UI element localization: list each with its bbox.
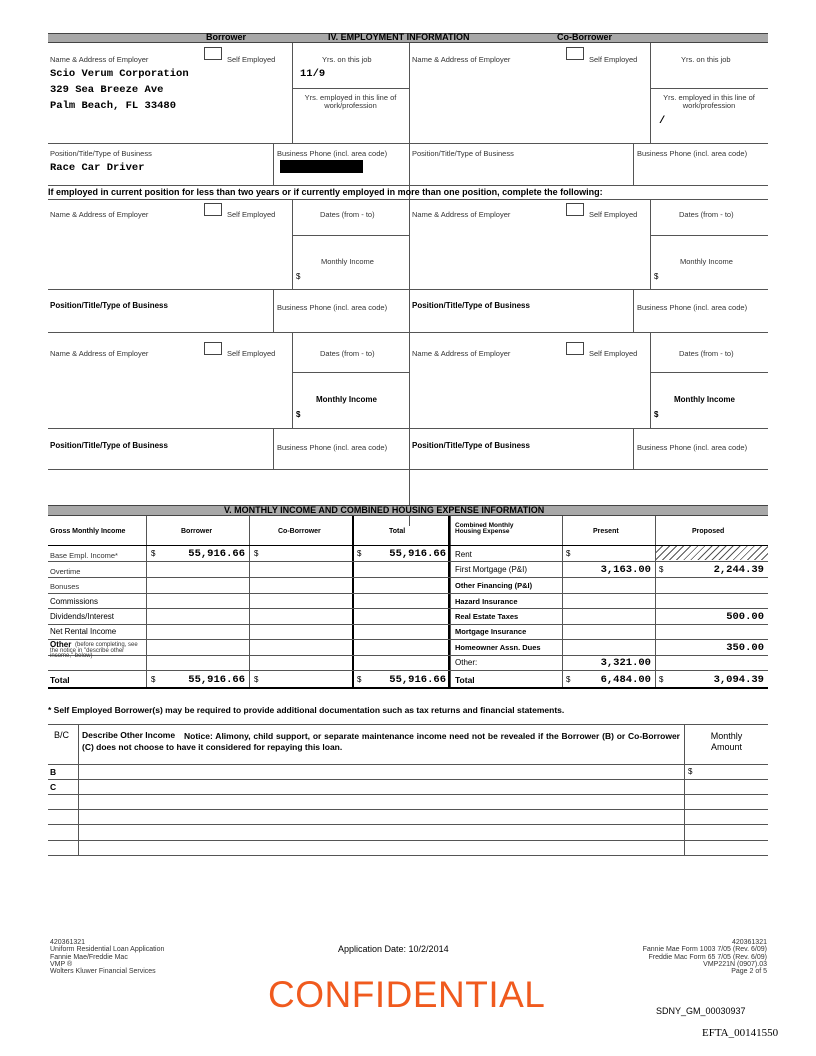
prev-c2-dollar: $ [654,410,659,419]
total-expense-label: Total [455,675,475,685]
row-base-b-dollar: $ [151,549,156,558]
footer-left [50,939,164,976]
confidential-stamp: CONFIDENTIAL [268,974,546,1015]
prev-b2-dollar: $ [296,410,301,419]
coborrower-self-employed-checkbox[interactable] [566,47,584,60]
total-total: 55,916.66 [389,674,446,686]
footer-left-line-3: Fannie Mae/Freddie Mac [50,953,128,961]
footer-right-line-3: Freddie Mac Form 65 7/05 (Rev. 6/09) [648,953,767,961]
total-proposed: 3,094.39 [713,674,764,686]
bates-number: SDNY_GM_00030937 [656,1006,746,1016]
coborrower-position-label: Position/Title/Type of Business [412,149,514,158]
prev-b2-self-employed-label: Self Employed [227,349,276,358]
row-dividends-label: Dividends/Interest [50,612,115,621]
footer-left-line-4: VMP ® [50,961,73,969]
footer-right-line-4: VMP221N (0907).03 [703,961,767,969]
row-other-label: Other [50,640,72,649]
row-other-financing-label: Other Financing (P&I) [455,581,533,590]
prev-b1-employer-label: Name & Address of Employer [50,210,149,219]
borrower-header-label: Borrower [206,32,247,42]
row-b: B [50,767,57,777]
hatched-proposed-rent [656,546,768,560]
efta-number: EFTA_00141550 [702,1027,779,1039]
col-present: Present [593,528,619,535]
row-hazard-label: Hazard Insurance [455,597,518,606]
row-first-mortgage-label: First Mortgage (P&I) [455,565,528,574]
coborrower-business-phone-label: Business Phone (incl. area code) [637,149,748,158]
borrower-self-employed-label: Self Employed [227,55,276,64]
row-overtime-label: Overtime [50,567,81,576]
row-base-c-dollar: $ [254,549,259,558]
prev-c1-phone-label: Business Phone (incl. area code) [637,303,748,312]
total-t-dollar: $ [357,675,362,684]
prev-b1-position-label: Position/Title/Type of Business [50,301,168,310]
prev-c2-phone-label: Business Phone (incl. area code) [637,443,748,452]
prev-c1-self-employed-label: Self Employed [589,210,638,219]
coborrower-yrs-on-job-label: Yrs. on this job [681,55,731,64]
borrower-employer-street: 329 Sea Breeze Ave [50,84,164,96]
borrower-employer-city: Palm Beach, FL 33480 [50,100,177,112]
prev-c1-position-label: Position/Title/Type of Business [412,301,530,310]
total-label: Total [50,675,70,685]
prev-b2-phone-label: Business Phone (incl. area code) [277,443,388,452]
total-proposed-dollar: $ [659,675,664,684]
row-first-mortgage-present: 3,163.00 [600,564,651,576]
row-c: C [50,782,57,792]
col-proposed: Proposed [692,528,725,535]
borrower-position-label: Position/Title/Type of Business [50,149,152,158]
prev-b2-employer-label: Name & Address of Employer [50,349,149,358]
row-base-t-dollar: $ [357,549,362,558]
row-re-taxes-proposed: 500.00 [726,611,764,623]
describe-header: Describe Other Income [82,730,176,740]
row-bonuses-label: Bonuses [50,582,80,591]
prev-b1-self-employed-label: Self Employed [227,210,276,219]
row-b-dollar: $ [688,767,693,776]
total-borrower: 55,916.66 [188,674,245,686]
monthly-amount-header: Monthly Amount [710,731,743,752]
col-total: Total [389,528,406,535]
prev-b2-position-label: Position/Title/Type of Business [50,441,168,450]
prev-c2-self-employed-checkbox[interactable] [566,342,584,355]
row-commissions-label: Commissions [50,597,99,606]
total-present: 6,484.00 [600,674,651,686]
coborrower-header-label: Co-Borrower [557,32,613,42]
coborrower-yrs-in-line-label: Yrs. employed in this line of work/profession [663,93,755,110]
footer-left-line-1: 420361321 [50,939,86,946]
prev-b2-monthly-income-label: Monthly Income [316,395,377,404]
income-section-title: V. MONTHLY INCOME AND COMBINED HOUSING EXPENSE INFORMATION [224,505,545,515]
footer-right-line-2: Fannie Mae Form 1003 7/05 (Rev. 6/09) [642,946,767,954]
total-present-dollar: $ [566,675,571,684]
prev-c1-self-employed-checkbox[interactable] [566,203,584,216]
prev-c1-dates-label: Dates (from - to) [679,210,734,219]
describe-notice: Notice: Alimony, child support, or separate maintenance income need not be revealed if the Borrower (B) or Co-Borrower (C) does not choose to have it considered for repaying this loan. [82,731,680,752]
redacted-phone [280,160,363,173]
row-hoa-proposed: 350.00 [726,642,764,654]
bc-header: B/C [54,730,70,740]
borrower-yrs-on-job-label: Yrs. on this job [322,55,372,64]
footer-right-line-1: 420361321 [731,939,767,946]
prev-c2-position-label: Position/Title/Type of Business [412,441,530,450]
row-rent-present-dollar: $ [566,549,571,558]
prev-c2-monthly-income-label: Monthly Income [674,395,735,404]
application-date: Application Date: 10/2/2014 [338,944,449,954]
borrower-employer-name: Scio Verum Corporation [50,68,189,80]
col-borrower: Borrower [181,528,213,535]
total-c-dollar: $ [254,675,259,684]
prev-c2-dates-label: Dates (from - to) [679,349,734,358]
col-coborrower: Co-Borrower [278,528,321,535]
prev-c1-dollar: $ [654,272,659,281]
prev-c1-monthly-income-label: Monthly Income [680,257,733,266]
prev-c2-employer-label: Name & Address of Employer [412,349,511,358]
prev-b2-self-employed-checkbox[interactable] [204,342,222,355]
coborrower-employer-label: Name & Address of Employer [412,55,511,64]
employment-notice: If employed in current position for less than two years or if currently employed in more than one position, complete the following: [48,187,603,197]
prev-c2-self-employed-label: Self Employed [589,349,638,358]
prev-b2-dates-label: Dates (from - to) [320,349,375,358]
row-first-mortgage-proposed: 2,244.39 [713,564,764,576]
total-b-dollar: $ [151,675,156,684]
prev-b1-phone-label: Business Phone (incl. area code) [277,303,388,312]
row-base-borrower: 55,916.66 [188,548,245,560]
row-other-note: (before completing, see the notice in "describe other income," below) [50,642,138,660]
col-gross: Gross Monthly Income [50,528,126,535]
borrower-yrs-in-line-label: Yrs. employed in this line of work/profession [304,93,397,110]
row-base-label: Base Empl. Income* [50,551,118,560]
footer-right-line-5: Page 2 of 5 [731,968,767,976]
prev-c1-employer-label: Name & Address of Employer [412,210,511,219]
prev-b1-dollar: $ [296,272,301,281]
borrower-self-employed-checkbox[interactable] [204,47,222,60]
borrower-employer-label: Name & Address of Employer [50,55,149,64]
row-first-mortgage-dollar: $ [659,565,664,574]
row-re-taxes-label: Real Estate Taxes [455,612,519,621]
row-other-expense-label: Other: [455,658,478,667]
borrower-yrs-on-job: 11/9 [300,68,326,80]
footer-right [600,939,767,976]
row-hoa-label: Homeowner Assn. Dues [455,643,541,652]
borrower-business-phone-label: Business Phone (incl. area code) [277,149,388,158]
borrower-position: Race Car Driver [50,162,145,174]
prev-b1-dates-label: Dates (from - to) [320,210,375,219]
employment-section-title: IV. EMPLOYMENT INFORMATION [328,32,470,42]
col-combined: Combined Monthly Housing Expense [455,522,514,536]
coborrower-yrs-in-line: / [659,115,666,127]
prev-b1-monthly-income-label: Monthly Income [321,257,374,266]
coborrower-self-employed-label: Self Employed [589,55,638,64]
row-net-rental-label: Net Rental Income [50,627,117,636]
footer-left-line-5: Wolters Kluwer Financial Services [50,968,156,976]
row-other-expense-present: 3,321.00 [600,657,651,669]
row-rent-label: Rent [455,550,472,559]
footer-left-line-2: Uniform Residential Loan Application [50,946,165,954]
row-base-total: 55,916.66 [389,548,446,560]
self-employed-note: * Self Employed Borrower(s) may be required to provide additional documentation such as tax returns and financial statements. [48,705,565,715]
row-mortgage-ins-label: Mortgage Insurance [455,627,527,636]
prev-b1-self-employed-checkbox[interactable] [204,203,222,216]
